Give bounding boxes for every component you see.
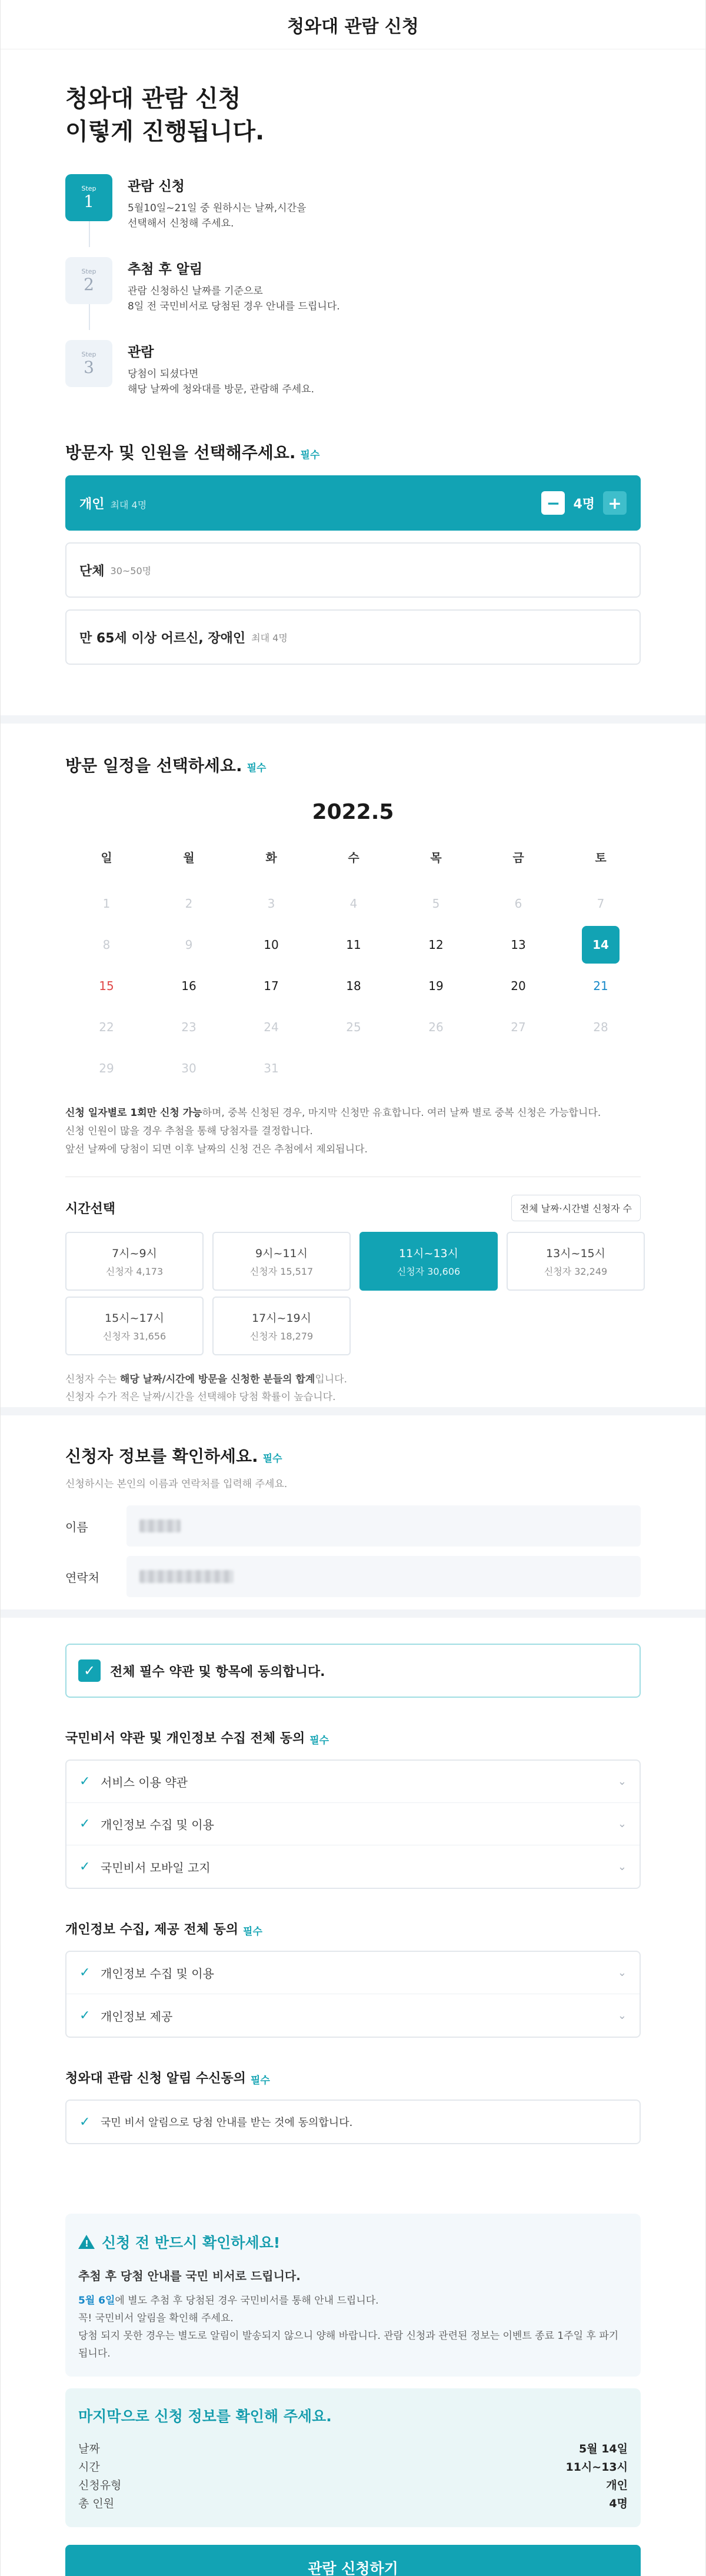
agreement-label: 개인정보 수집 및 이용 (101, 1967, 214, 1981)
step-desc-line: 당첨이 되셨다면 (128, 368, 199, 380)
applicant-subtitle: 신청하시는 본인의 이름과 연락처를 입력해 주세요. (65, 1478, 288, 1490)
day-number: 21 (593, 979, 608, 993)
day-number: 27 (511, 1020, 526, 1034)
calendar-day (230, 1007, 312, 1048)
check-icon: ✓ (79, 2008, 91, 2023)
day-number: 6 (514, 897, 522, 911)
visitor-title-text: 방문자 및 인원을 선택해주세요. (65, 443, 296, 462)
submit-button[interactable]: 관람 신청하기 (65, 2545, 641, 2576)
check-icon: ✓ (79, 1774, 91, 1789)
step-2-badge (65, 257, 112, 304)
agreement-item[interactable] (66, 1761, 640, 1803)
required-badge: 필수 (243, 1925, 262, 1938)
total-applicants-button[interactable]: 전체 날짜·시간별 신청자 수 (511, 1195, 641, 1221)
agreement-item[interactable] (66, 1803, 640, 1845)
time-slot[interactable] (65, 1232, 204, 1291)
calendar-day[interactable] (312, 965, 395, 1007)
notice-date: 5월 6일 (78, 2295, 115, 2307)
day-number: 17 (264, 979, 279, 993)
day-number: 3 (267, 897, 275, 911)
day-number: 12 (428, 938, 444, 952)
day-number: 24 (264, 1020, 279, 1034)
step-number: 1 (84, 191, 94, 211)
calendar-month: 2022.5 (312, 800, 394, 824)
visitor-option-label: 단체 (79, 564, 105, 579)
step-label: Step (81, 350, 96, 358)
calendar-empty (560, 1048, 642, 1089)
visitor-option-label: 만 65세 이상 어르신, 장애인 (79, 631, 246, 646)
step-number: 2 (84, 274, 94, 294)
agree-all-label: 전체 필수 약관 및 항목에 동의합니다. (110, 1664, 325, 1679)
header (1, 0, 705, 49)
calendar-day (477, 883, 560, 924)
day-number: 10 (264, 938, 279, 952)
agreement-group-1 (65, 1759, 641, 1889)
required-badge: 필수 (247, 762, 267, 774)
day-number: 2 (185, 897, 193, 911)
confirm-section (1, 2209, 705, 2576)
step-title: 관람 (128, 345, 154, 360)
intro-title (65, 82, 641, 148)
plus-button[interactable]: + (603, 491, 627, 515)
calendar-day[interactable] (230, 965, 312, 1007)
summary-row (78, 2458, 628, 2477)
calendar-day (148, 1048, 230, 1089)
summary-row (78, 2477, 628, 2495)
time-header (65, 1195, 641, 1221)
visitor-option-label: 개인 (79, 496, 105, 512)
slot-count: 신청자 32,249 (544, 1266, 608, 1277)
name-row (65, 1505, 641, 1547)
note-text: 입니다. (315, 1374, 347, 1385)
check-icon: ✓ (79, 2114, 91, 2130)
day-number: 29 (99, 1061, 114, 1075)
notice-line-1 (78, 2292, 628, 2310)
group1-title-text: 국민비서 약관 및 개인정보 수집 전체 동의 (65, 1731, 305, 1746)
calendar-day[interactable] (395, 965, 477, 1007)
chevron-down-icon[interactable]: ⌄ (617, 2009, 627, 2022)
calendar-day[interactable] (560, 965, 642, 1007)
calendar-day (560, 1007, 642, 1048)
name-field[interactable] (126, 1505, 641, 1547)
visitor-option-group[interactable] (65, 542, 641, 598)
time-slot-selected[interactable] (359, 1232, 498, 1291)
required-badge: 필수 (300, 449, 320, 461)
section-divider (1, 1407, 705, 1415)
day-number: 13 (511, 938, 526, 952)
schedule-section (1, 724, 705, 1407)
day-number: 7 (597, 897, 605, 911)
summary-row (78, 2495, 628, 2513)
minus-button[interactable]: − (541, 491, 565, 515)
day-number: 15 (99, 979, 114, 993)
calendar-empty (395, 1048, 477, 1089)
agreement-group-3 (65, 2100, 641, 2144)
calendar-day (560, 883, 642, 924)
header-title: 청와대 관람 신청 (287, 16, 419, 37)
day-number: 20 (511, 979, 526, 993)
step-desc (128, 366, 314, 397)
note-text: 신청자 수는 (65, 1374, 120, 1385)
calendar-day (65, 1007, 148, 1048)
time-title: 시간선택 (65, 1202, 116, 1217)
calendar-day[interactable] (65, 965, 148, 1007)
day-number: 19 (428, 979, 444, 993)
visitor-option-senior[interactable] (65, 609, 641, 665)
step-connector (89, 221, 90, 247)
calendar-day[interactable] (230, 924, 312, 965)
name-label: 이름 (65, 1519, 88, 1534)
calendar-day (148, 883, 230, 924)
slot-count: 신청자 4,173 (105, 1266, 164, 1277)
summary-label: 총 인원 (78, 2497, 115, 2510)
section-divider (1, 715, 705, 724)
phone-field[interactable] (126, 1556, 641, 1597)
visitor-title (65, 440, 641, 464)
check-icon: ✓ (79, 1859, 91, 1874)
schedule-note-3: 앞선 날짜에 당첨이 되면 이후 날짜의 신청 건은 추첨에서 제외됩니다. (65, 1144, 368, 1155)
schedule-title (65, 753, 641, 777)
day-number: 8 (102, 938, 111, 952)
check-icon: ✓ (79, 1965, 91, 1980)
calendar-day (65, 1048, 148, 1089)
count-stepper (541, 491, 627, 515)
slot-note-1 (65, 1371, 641, 1388)
step-1-badge (65, 174, 112, 221)
day-number: 11 (346, 938, 361, 952)
agreement-section (1, 1618, 705, 2209)
calendar-day-selected[interactable] (560, 924, 642, 965)
chevron-down-icon[interactable]: ⌄ (617, 1860, 627, 1873)
note-bold: 신청 일자별로 1회만 신청 가능 (65, 1107, 202, 1119)
day-number: 31 (264, 1061, 279, 1075)
step-label: Step (81, 267, 96, 275)
step-title: 관람 신청 (128, 179, 185, 194)
time-slot[interactable] (65, 1297, 204, 1355)
step-2 (65, 257, 641, 314)
applicant-title-text: 신청자 정보를 확인하세요. (65, 1447, 258, 1466)
weekday-label: 토 (595, 850, 607, 865)
step-3-badge (65, 340, 112, 387)
intro-section (1, 49, 705, 416)
calendar-grid (65, 842, 641, 1089)
group3-title (65, 2068, 641, 2087)
step-desc (128, 284, 340, 314)
slot-time: 13시~15시 (546, 1247, 605, 1260)
phone-label: 연락처 (65, 1570, 99, 1585)
step-title: 추첨 후 알림 (128, 262, 203, 277)
slot-time: 11시~13시 (399, 1247, 458, 1260)
summary-value: 5월 14일 (579, 2442, 628, 2455)
step-desc (128, 201, 306, 231)
required-badge: 필수 (262, 1452, 282, 1465)
day-number: 30 (181, 1061, 197, 1075)
weekday-label: 월 (183, 850, 195, 865)
step-desc-line: 관람 신청하신 날짜를 기준으로 (128, 285, 263, 297)
summary-row (78, 2440, 628, 2458)
group1-title (65, 1728, 641, 1747)
calendar-day (395, 883, 477, 924)
schedule-notes (65, 1104, 641, 1177)
slot-time: 15시~17시 (105, 1312, 164, 1325)
calendar-day (65, 924, 148, 965)
phone-row (65, 1556, 641, 1597)
chevron-down-icon[interactable]: ⌄ (617, 1775, 627, 1788)
redacted-phone (139, 1570, 234, 1583)
schedule-note-2: 신청 인원이 많을 경우 추첨을 통해 당첨자를 결정합니다. (65, 1125, 313, 1137)
slot-note-2: 신청자 수가 적은 날짜/시간을 선택해야 당첨 확률이 높습니다. (65, 1391, 336, 1403)
calendar-day (312, 883, 395, 924)
calendar-day[interactable] (477, 924, 560, 965)
slot-notes (65, 1371, 641, 1406)
day-number: 18 (346, 979, 361, 993)
day-number: 5 (432, 897, 440, 911)
step-label: Step (81, 184, 96, 192)
day-number: 14 (582, 926, 620, 964)
day-number: 4 (349, 897, 358, 911)
day-number: 9 (185, 938, 193, 952)
summary-value: 4명 (609, 2497, 628, 2510)
agreement-item[interactable] (66, 1952, 640, 1994)
summary-label: 신청유형 (78, 2479, 122, 2492)
agreement-group-2 (65, 1951, 641, 2038)
day-number: 22 (99, 1020, 114, 1034)
agreement-item[interactable] (66, 1994, 640, 2037)
applicant-title (65, 1444, 641, 1467)
notice-title (78, 2231, 628, 2252)
calendar-day[interactable] (312, 924, 395, 965)
slot-count: 신청자 30,606 (397, 1266, 461, 1277)
count-value: 4명 (573, 496, 595, 512)
summary-value: 11시~13시 (565, 2461, 628, 2474)
day-number: 25 (346, 1020, 361, 1034)
slot-count: 신청자 15,517 (249, 1266, 314, 1277)
summary-box (65, 2388, 641, 2527)
calendar-day[interactable] (148, 965, 230, 1007)
group2-title-text: 개인정보 수집, 제공 전체 동의 (65, 1922, 239, 1937)
slot-time: 9시~11시 (255, 1247, 308, 1260)
agreement-label: 국민 비서 알림으로 당첨 안내를 받는 것에 동의합니다. (101, 2117, 353, 2129)
day-number: 23 (181, 1020, 197, 1034)
agreement-label: 서비스 이용 약관 (101, 1775, 188, 1789)
summary-title: 마지막으로 신청 정보를 확인해 주세요. (78, 2408, 332, 2425)
step-desc-line: 해당 날짜에 청와대를 방문, 관람해 주세요. (128, 384, 315, 395)
slot-count: 신청자 18,279 (249, 1331, 314, 1342)
time-slot[interactable] (212, 1232, 351, 1291)
section-divider (1, 1609, 705, 1618)
calendar-day (65, 883, 148, 924)
weekday-label: 수 (348, 850, 359, 865)
slot-time: 7시~9시 (112, 1247, 157, 1260)
step-desc-line: 5월10일~21일 중 원하시는 날짜,시간을 (128, 202, 307, 214)
step-connector (89, 304, 90, 330)
note-bold: 해당 날짜/시간에 방문을 신청한 분들의 합계 (119, 1374, 315, 1385)
agree-all-checkbox[interactable] (65, 1644, 641, 1698)
step-3 (65, 340, 641, 397)
time-slot[interactable] (507, 1232, 645, 1291)
agreement-label: 개인정보 수집 및 이용 (101, 1818, 214, 1832)
summary-label: 날짜 (78, 2442, 100, 2455)
redacted-name (139, 1519, 181, 1532)
visitor-option-sub: 최대 4명 (110, 499, 147, 511)
summary-label: 시간 (78, 2461, 100, 2474)
check-icon: ✓ (79, 1817, 91, 1831)
group3-title-text: 청와대 관람 신청 알림 수신동의 (65, 2071, 246, 2086)
notice-box (65, 2214, 641, 2377)
step-number: 3 (84, 357, 94, 377)
visitor-section (1, 416, 705, 715)
step-desc-line: 8일 전 국민비서로 당첨된 경우 안내를 드립니다. (128, 301, 340, 312)
weekday-label: 화 (265, 850, 277, 865)
intro-title-line2: 이렇게 진행됩니다. (65, 118, 265, 145)
chevron-down-icon[interactable]: ⌄ (617, 1967, 627, 1979)
notice-line-2: 꼭! 국민비서 알림을 확인해 주세요. (78, 2312, 234, 2324)
agreement-label: 개인정보 제공 (101, 2009, 173, 2024)
required-badge: 필수 (309, 1734, 329, 1747)
visitor-option-sub: 30~50명 (110, 565, 152, 576)
visitor-option-sub: 최대 4명 (251, 632, 288, 644)
note-text: 하며, 중복 신청된 경우, 마지막 신청만 유효합니다. 여러 날짜 별로 중복 신청은 가능합니다. (202, 1107, 601, 1119)
calendar-empty (312, 1048, 395, 1089)
notice-text: 에 별도 추첨 후 당첨된 경우 국민비서를 통해 안내 드립니다. (115, 2295, 379, 2307)
day-number: 28 (593, 1020, 608, 1034)
calendar-day (230, 883, 312, 924)
step-desc-line: 선택해서 신청해 주세요. (128, 218, 234, 229)
notice-title-text: 신청 전 반드시 확인하세요! (102, 2234, 281, 2251)
required-badge: 필수 (250, 2074, 270, 2087)
checkbox-icon: ✓ (78, 1659, 101, 1682)
schedule-title-text: 방문 일정을 선택하세요. (65, 756, 242, 775)
slot-time: 17시~19시 (252, 1312, 311, 1325)
calendar-day (148, 1007, 230, 1048)
intro-title-line1: 청와대 관람 신청 (65, 85, 241, 112)
agreement-item[interactable] (66, 2101, 640, 2143)
notice-line-3: 당첨 되지 못한 경우는 별도로 알림이 발송되지 않으니 양해 바랍니다. 관람 신청과 관련된 정보는 이벤트 종료 1주일 후 파기됩니다. (78, 2330, 619, 2360)
warning-icon (78, 2235, 95, 2249)
weekday-label: 금 (512, 850, 524, 865)
group2-title (65, 1919, 641, 1938)
notice-subtitle: 추첨 후 당첨 안내를 국민 비서로 드립니다. (78, 2269, 301, 2283)
step-1 (65, 174, 641, 231)
schedule-note-1 (65, 1104, 641, 1122)
calendar-day (395, 1007, 477, 1048)
time-slot[interactable] (212, 1297, 351, 1355)
notice-body (78, 2292, 628, 2362)
calendar-day (312, 1007, 395, 1048)
weekday-label: 목 (430, 850, 442, 865)
agreement-item[interactable] (66, 1845, 640, 1888)
calendar-day[interactable] (395, 924, 477, 965)
weekday-label: 일 (101, 850, 112, 865)
agreement-label: 국민비서 모바일 고지 (101, 1860, 211, 1875)
chevron-down-icon[interactable]: ⌄ (617, 1818, 627, 1830)
time-slots (65, 1232, 641, 1355)
calendar-day[interactable] (477, 965, 560, 1007)
calendar-day (230, 1048, 312, 1089)
slot-count: 신청자 31,656 (102, 1331, 166, 1342)
summary-value: 개인 (606, 2479, 628, 2492)
calendar-day (477, 1007, 560, 1048)
calendar-empty (477, 1048, 560, 1089)
applicant-section (1, 1415, 705, 1609)
day-number: 26 (428, 1020, 444, 1034)
calendar-day (148, 924, 230, 965)
day-number: 1 (102, 897, 111, 911)
visitor-option-individual[interactable] (65, 475, 641, 531)
day-number: 16 (181, 979, 197, 993)
